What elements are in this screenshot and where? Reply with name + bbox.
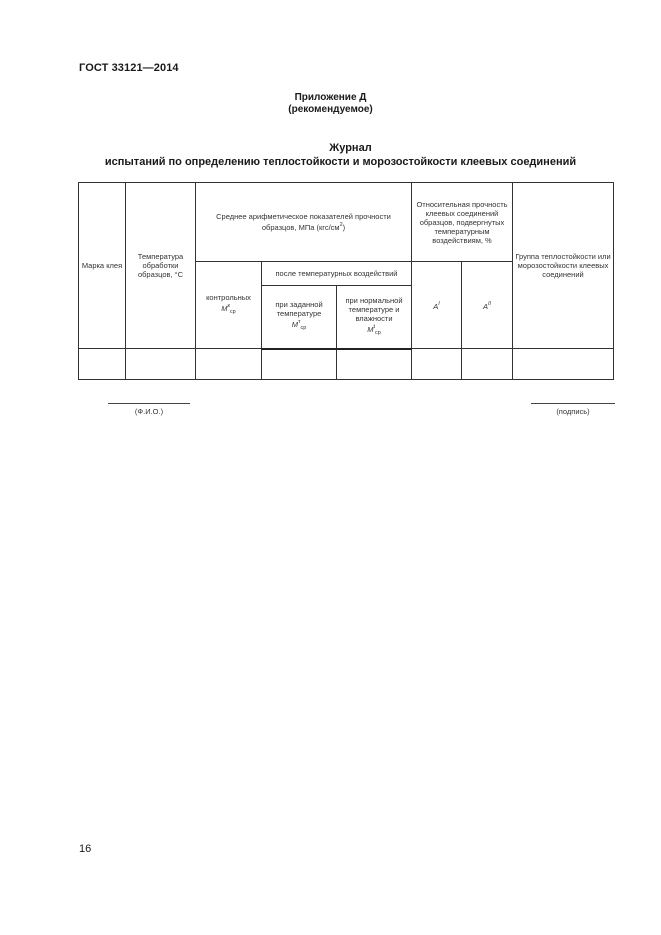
table-cell [79, 349, 126, 380]
header-relative-strength: Относительная прочность клеевых соединений образцов, подвергнутых температурным воздействиям, % [412, 183, 513, 262]
header-after-temperature: после температурных воздействий [262, 262, 412, 286]
table-cell [412, 349, 462, 380]
document-code: ГОСТ 33121—2014 [79, 62, 179, 74]
header-given-temperature: при заданной температуре $М^т_{ср}$ [262, 286, 337, 349]
table-cell [262, 349, 337, 380]
header-a2: $А^{II}$ [462, 262, 513, 349]
sign-signature-line [531, 403, 615, 404]
sign-label: (подпись) [556, 407, 590, 416]
journal-title: Журнал [329, 142, 372, 154]
header-normal-conditions: при нормальной температуре и влажности $М^t_{ср}$ [337, 286, 412, 349]
appendix-note: (рекомендуемое) [288, 104, 373, 115]
table-cell [513, 349, 614, 380]
name-signature-line [108, 403, 190, 404]
header-mean-strength: Среднее арифметическое показателей прочности образцов, МПа $(кгс/см^2)$ [196, 183, 412, 262]
header-temperature: Температура обработки образцов, °С [126, 183, 196, 349]
table-row [79, 349, 614, 380]
table-cell [462, 349, 513, 380]
name-label: (Ф.И.О.) [134, 407, 164, 416]
journal-table [78, 182, 614, 380]
journal-subtitle: испытаний по определению теплостойкости и морозостойкости клеевых соединений [104, 156, 577, 168]
header-brand: Марка клея [79, 183, 126, 349]
table-cell [126, 349, 196, 380]
header-group: Группа теплостойкости или морозостойкости клеевых соединений [513, 183, 614, 349]
header-a1: $А^I$ [412, 262, 462, 349]
table-cell [196, 349, 262, 380]
appendix-title: Приложение Д [294, 92, 367, 103]
table-cell [337, 349, 412, 380]
header-control: контрольных $М^к_{ср}$ [196, 262, 262, 349]
page-number: 16 [79, 843, 92, 855]
